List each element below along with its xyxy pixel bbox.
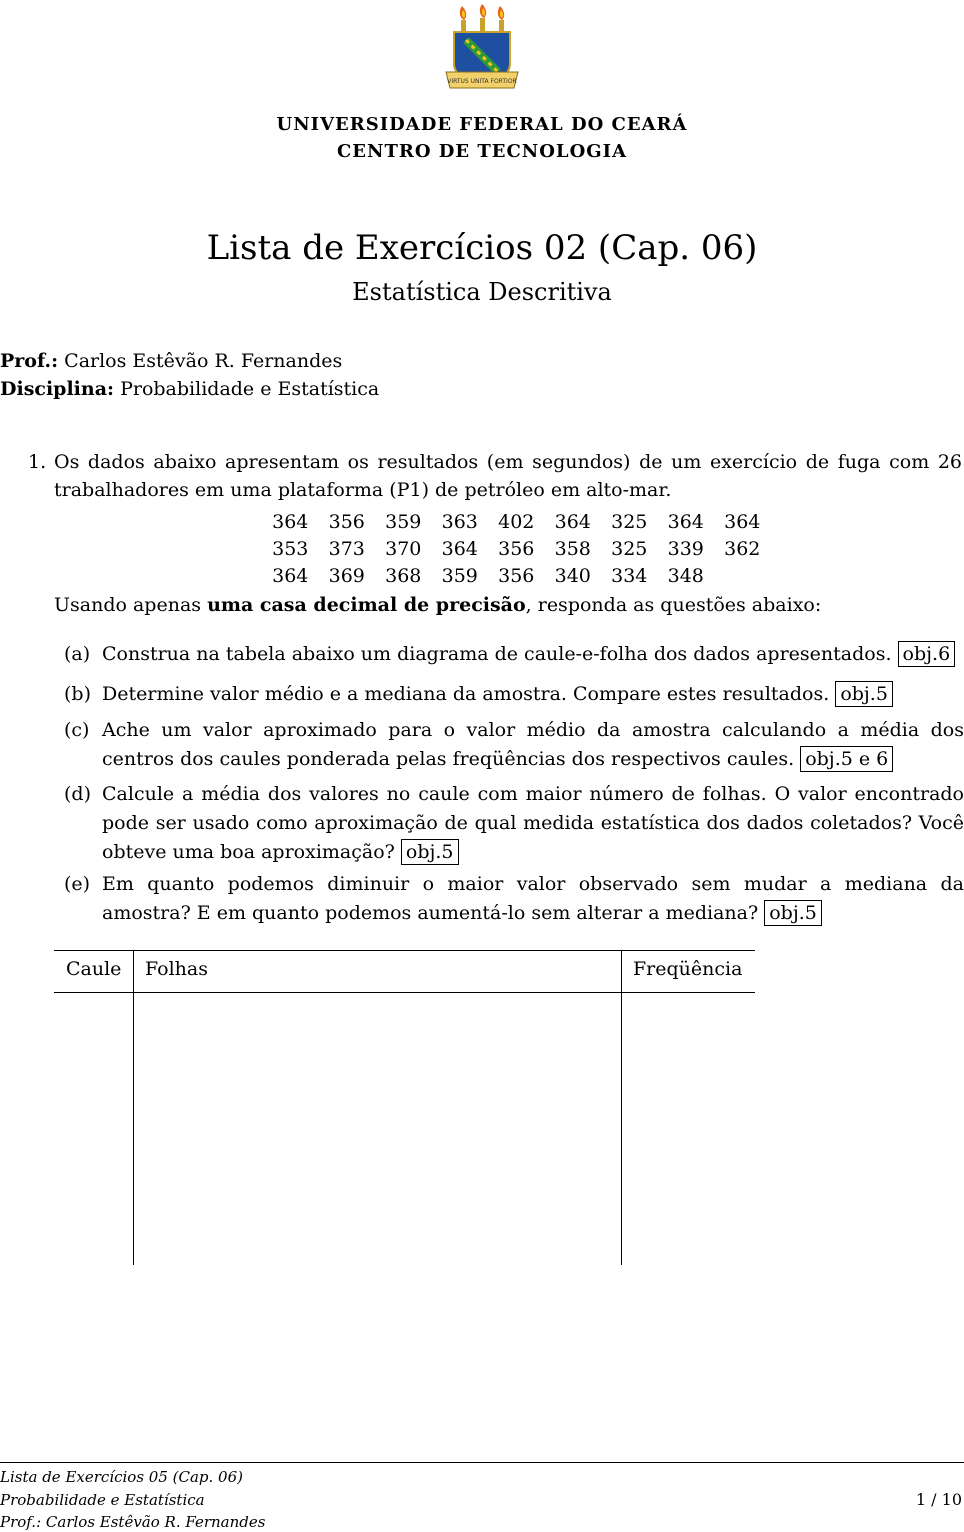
data-cell: 362 xyxy=(724,537,761,560)
objective-box: obj.5 xyxy=(835,681,893,707)
col-header-frequency: Freqüência xyxy=(633,958,743,980)
objective-box: obj.6 xyxy=(898,641,956,667)
item-c xyxy=(64,716,964,776)
data-cell: 370 xyxy=(385,537,422,560)
data-cell: 364 xyxy=(667,510,704,533)
instructions xyxy=(54,594,821,616)
col-header-stem: Caule xyxy=(66,958,122,980)
data-cell: 356 xyxy=(498,564,535,587)
footer-rule xyxy=(0,1462,964,1463)
footer-line-1: Lista de Exercícios 05 (Cap. 06) xyxy=(0,1468,243,1486)
torch-flame-icon xyxy=(460,4,504,20)
instr-post: , responda as questões abaixo: xyxy=(525,594,822,616)
item-b xyxy=(64,680,964,710)
item-text: Calcule a média dos valores no caule com maior número de folhas. O valor encontrado pode ser usado como aproximação de qual medida estatística dos dados coletados? Você obteve uma boa aproximação? xyxy=(102,783,964,863)
data-cell: 339 xyxy=(667,537,704,560)
stem-leaf-table xyxy=(54,950,755,1265)
data-cell: 356 xyxy=(498,537,535,560)
data-row xyxy=(262,508,771,535)
prof-value: Carlos Estêvão R. Fernandes xyxy=(64,350,343,372)
discipline-line xyxy=(0,378,379,400)
data-cell: 353 xyxy=(272,537,309,560)
svg-text:VIRTUS UNITA FORTIOR: VIRTUS UNITA FORTIOR xyxy=(447,78,517,85)
objective-box: obj.5 e 6 xyxy=(800,746,893,772)
data-cell: 369 xyxy=(328,564,365,587)
footer-line-2: Probabilidade e Estatística xyxy=(0,1491,205,1509)
item-label: (a) xyxy=(64,643,91,665)
item-a xyxy=(64,640,964,670)
instr-pre: Usando apenas xyxy=(54,594,208,616)
data-cell: 364 xyxy=(554,510,591,533)
question-number: 1. xyxy=(28,451,47,473)
table-header-rule xyxy=(54,992,755,993)
page-number: 1 / 10 xyxy=(915,1490,962,1509)
item-label: (e) xyxy=(64,873,91,895)
data-cell: 359 xyxy=(441,564,478,587)
table-top-rule xyxy=(54,950,755,951)
data-cell: 340 xyxy=(554,564,591,587)
data-cell: 348 xyxy=(667,564,704,587)
table-divider xyxy=(133,950,134,1265)
item-e xyxy=(64,870,964,930)
data-cell: 363 xyxy=(441,510,478,533)
item-text: Determine valor médio e a mediana da amostra. Compare estes resultados. xyxy=(102,683,830,705)
data-cell: 325 xyxy=(611,510,648,533)
instr-bold: uma casa decimal de precisão xyxy=(207,594,526,616)
page-title: Lista de Exercícios 02 (Cap. 06) xyxy=(206,228,758,268)
professor-line xyxy=(0,350,342,372)
data-cell: 373 xyxy=(328,537,365,560)
data-row xyxy=(262,535,771,562)
disc-value: Probabilidade e Estatística xyxy=(120,378,380,400)
objective-box: obj.5 xyxy=(401,839,459,865)
data-cell: 358 xyxy=(554,537,591,560)
data-cell: 364 xyxy=(272,510,309,533)
item-label: (d) xyxy=(64,783,91,805)
data-cell: 356 xyxy=(328,510,365,533)
data-cell: 368 xyxy=(385,564,422,587)
data-cell: 364 xyxy=(724,510,761,533)
data-cell: 402 xyxy=(498,510,535,533)
data-cell: 325 xyxy=(611,537,648,560)
item-d xyxy=(64,780,964,868)
col-header-leaves: Folhas xyxy=(145,958,208,980)
center-name: CENTRO DE TECNOLOGIA xyxy=(336,141,628,162)
data-cell: 364 xyxy=(441,537,478,560)
university-name: UNIVERSIDADE FEDERAL DO CEARÁ xyxy=(276,114,688,135)
objective-box: obj.5 xyxy=(764,900,822,926)
prof-label: Prof.: xyxy=(0,350,59,372)
footer-line-3: Prof.: Carlos Estêvão R. Fernandes xyxy=(0,1513,266,1531)
question-text: Os dados abaixo apresentam os resultados (em segundos) de um exercício de fuga com 26 trabalhadores em uma plataforma (P1) de petróleo em alto-mar. xyxy=(54,451,962,501)
item-label: (c) xyxy=(64,719,90,741)
data-table xyxy=(262,508,771,589)
item-label: (b) xyxy=(64,683,91,705)
data-cell: 359 xyxy=(385,510,422,533)
disc-label: Disciplina: xyxy=(0,378,115,400)
data-cell: 334 xyxy=(611,564,648,587)
data-cell xyxy=(714,562,771,589)
item-text: Construa na tabela abaixo um diagrama de caule-e-folha dos dados apresentados. xyxy=(102,643,892,665)
table-divider xyxy=(621,950,622,1265)
data-row xyxy=(262,562,771,589)
data-cell: 364 xyxy=(272,564,309,587)
item-text: Ache um valor aproximado para o valor médio da amostra calculando a média dos centros dos caules ponderada pelas freqüências dos respectivos caules. xyxy=(102,719,964,770)
university-logo xyxy=(444,2,520,96)
page-subtitle: Estatística Descritiva xyxy=(352,278,612,306)
item-text: Em quanto podemos diminuir o maior valor observado sem mudar a mediana da amostra? E em quanto podemos aumentá-lo sem alterar a mediana? xyxy=(102,873,964,924)
